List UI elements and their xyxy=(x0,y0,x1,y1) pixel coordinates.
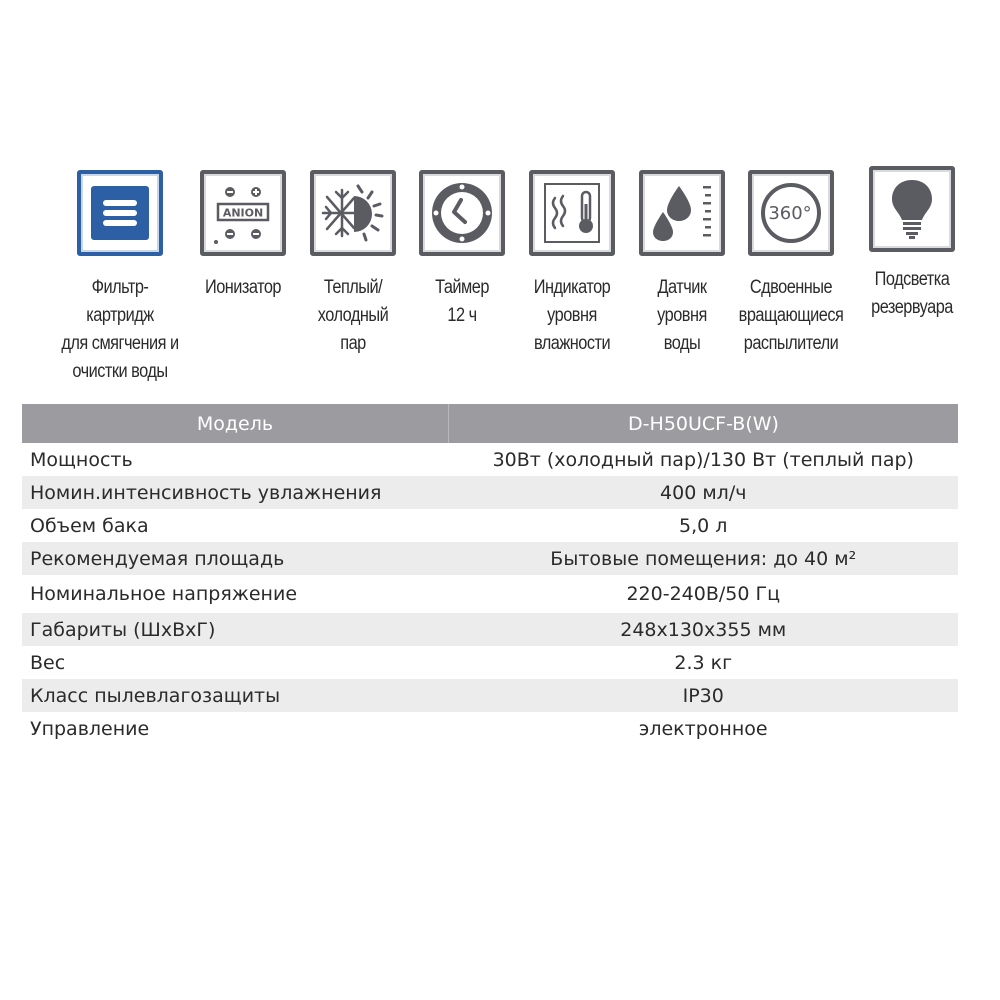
table-row xyxy=(22,575,958,613)
table-row xyxy=(22,476,958,509)
spec-key: Вес xyxy=(30,651,66,674)
spec-value: IP30 xyxy=(449,679,959,712)
spec-value: 2.3 кг xyxy=(674,651,733,674)
spec-key: Класс пылевлагозащиты xyxy=(22,679,449,712)
table-row xyxy=(22,443,958,476)
light-bulb-icon xyxy=(869,166,955,252)
snowflake-sun-icon xyxy=(310,170,396,256)
rotate-360-icon xyxy=(748,170,834,256)
table-row xyxy=(22,509,958,542)
clock-icon xyxy=(419,170,505,256)
spec-value: 30Вт (холодный пар)/130 Вт (теплый пар) xyxy=(492,448,914,471)
feature-label: Индикатор уровня влажности xyxy=(533,277,611,354)
spec-value: 400 мл/ч xyxy=(449,476,959,509)
feature-label: Теплый/ холодный пар xyxy=(317,277,389,354)
humidity-thermometer-icon xyxy=(529,170,615,256)
table-row xyxy=(22,679,958,712)
spec-value: 220-240В/50 Гц xyxy=(626,583,781,605)
spec-key: Габариты (ШхВхГ) xyxy=(22,613,449,646)
spec-key: Номин.интенсивность увлажнения xyxy=(22,476,449,509)
spec-key: Рекомендуемая площадь xyxy=(22,542,449,575)
table-row xyxy=(22,712,958,745)
spec-key: Управление xyxy=(30,717,150,740)
anion-ionizer-icon xyxy=(200,170,286,256)
table-header-row xyxy=(22,404,958,443)
rotate-360-icon-text: 360° xyxy=(768,203,812,224)
spec-value: Бытовые помещения: до 40 м² xyxy=(449,542,959,575)
anion-icon-text: ANION xyxy=(222,206,264,220)
table-row xyxy=(22,613,958,646)
feature-reservoir-light xyxy=(842,170,982,322)
table-row xyxy=(22,646,958,679)
spec-key: Мощность xyxy=(30,448,133,471)
table-row xyxy=(22,542,958,575)
feature-label: Подсветка резервуара xyxy=(871,269,953,318)
spec-value: 248х130х355 мм xyxy=(449,613,959,646)
header-model-value: D-H50UCF-B(W) xyxy=(449,404,959,443)
feature-label: Сдвоенные вращающиеся распылители xyxy=(738,277,844,354)
spec-key: Номинальное напряжение xyxy=(30,583,298,605)
feature-label: Фильтр-картридж для смягчения и очистки воды xyxy=(61,277,179,382)
feature-label: Датчик уровня воды xyxy=(657,277,707,354)
spec-value: электронное xyxy=(638,717,768,740)
filter-cartridge-icon xyxy=(77,170,163,256)
feature-label: Ионизатор xyxy=(204,277,282,298)
specifications-table xyxy=(22,404,958,745)
feature-dual-rotating-sprayers xyxy=(721,170,861,358)
spec-value: 5,0 л xyxy=(679,514,728,537)
spec-key: Объем бака xyxy=(30,514,149,537)
feature-filter xyxy=(50,170,190,386)
water-drops-icon xyxy=(639,170,725,256)
header-model-label: Модель xyxy=(22,404,449,443)
feature-icons-row xyxy=(18,170,982,382)
feature-label: Таймер 12 ч xyxy=(435,277,489,326)
